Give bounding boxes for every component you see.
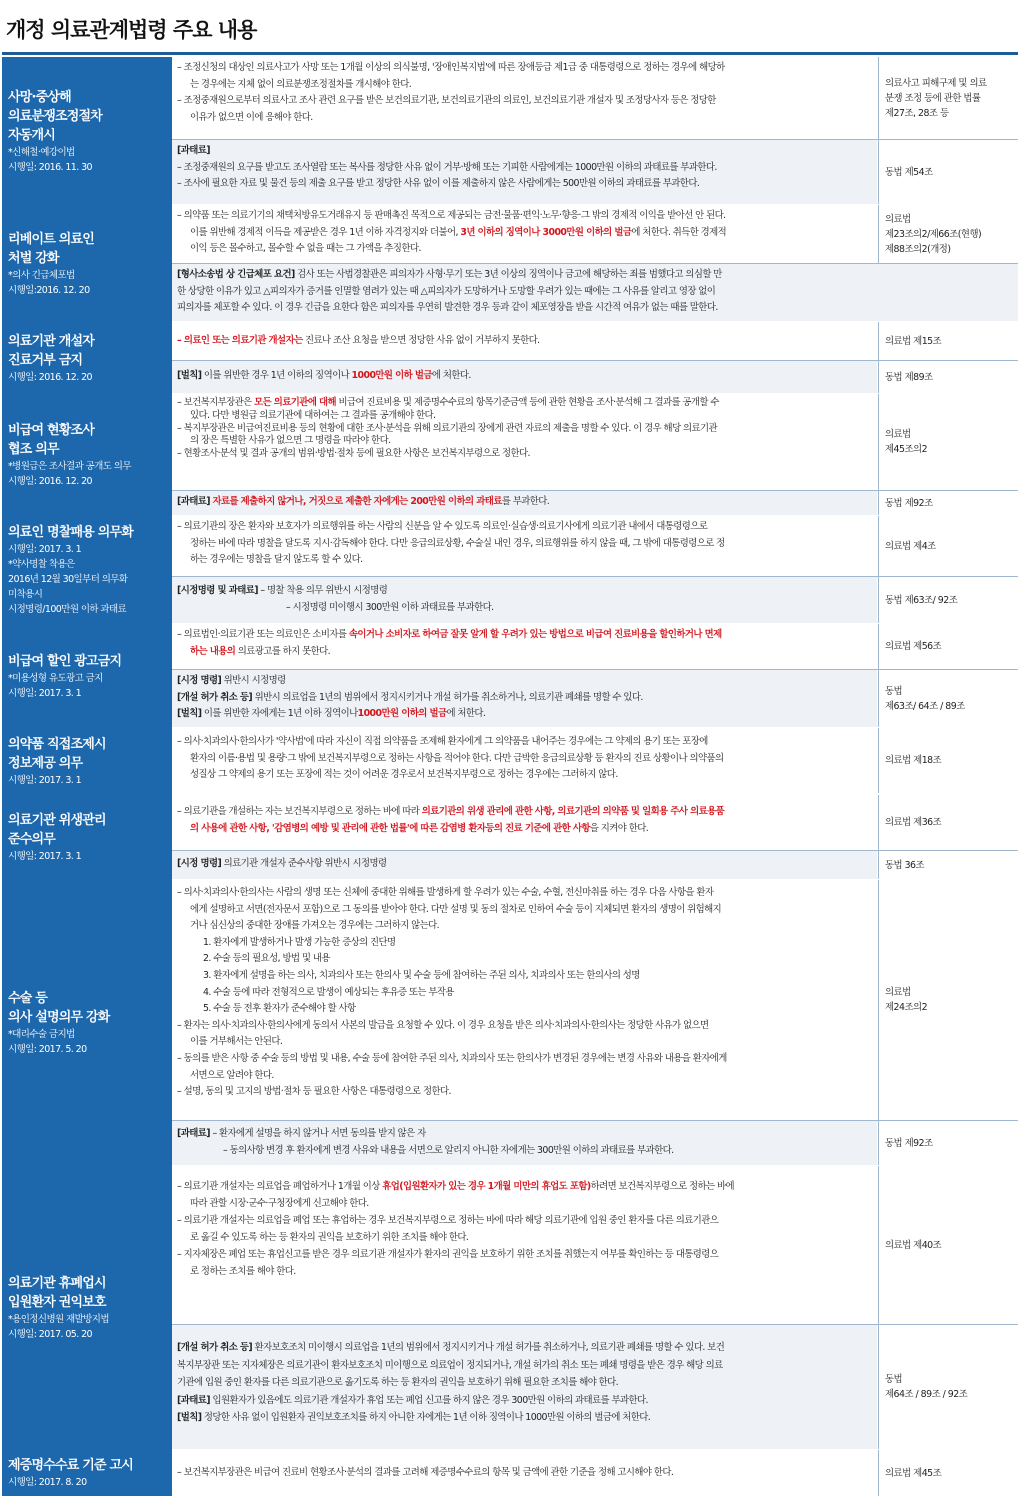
penalty-tag: [과태료] [177,496,210,507]
law-ref-cell [878,361,1018,393]
content-line: – 의사·치과의사·한의사는 사람의 생명 또는 신체에 중대한 위해를 발생하게 할 우려가 있는 수술, 수혈, 전신마취를 하는 경우 다음 사항을 환자 [177,887,714,898]
topic-date: 시행일: 2016. 12. 20 [8,476,92,487]
content-text: 에 처한다. 취득한 경제적 [631,226,727,238]
topic-title: 수술 등 [8,991,47,1006]
penalty-tag: [형사소송법 상 긴급체포 요건] [177,269,295,280]
penalty-tag: [벌칙] [177,370,202,381]
content-line: 로 옮길 수 있도록 하는 등 환자의 권익을 보호하기 위한 조치를 해야 한다. [190,1232,469,1243]
content-line [177,1339,872,1357]
topic-cell [2,322,172,394]
topic-date: 시행일: 2017. 3. 1 [8,687,82,699]
law-ref: 제27조, 28조 등 [885,107,949,119]
list-item: 3. 환자에게 설명을 하는 의사, 치과의사 또는 한의사 및 수술 등에 참여하는 주된 의사, 치과의사 또는 한의사의 성명 [203,969,640,981]
penalty-cell [172,1121,877,1165]
law-ref-cell [878,140,1018,204]
content-text: 를 부과한다. [501,496,550,507]
law-ref-cell [878,57,1018,139]
law-ref-cell [878,1325,1018,1449]
content-cell [172,516,877,576]
table-row [2,394,1018,518]
title-divider [2,52,1018,55]
content-text: 이를 위반해 경제적 이득을 제공받은 경우 1년 이하 자격정지와 더불어, [190,226,458,238]
content-line [177,856,872,873]
law-ref: 제23조의2/제66조(현행) [885,228,982,240]
topic-date: 시행일: 2017. 3. 1 [8,775,82,786]
law-ref-cell [878,394,1018,490]
content-subrow [172,728,1018,793]
content-cell [172,205,877,263]
penalty-cell [172,140,877,204]
law-ref: 제24조의2 [885,1002,928,1013]
law-ref: 동법 제92조 [885,497,933,509]
law-ref: 의료법 제4조 [885,540,936,552]
law-ref: 동법 제89조 [885,371,933,383]
content-cell [172,624,877,669]
topic-date: 시행일: 2017. 05. 20 [8,1329,92,1340]
law-ref-cell [878,728,1018,793]
list-item: 4. 수술 등에 따라 전형적으로 발생이 예상되는 후유증 또는 부작용 [203,986,454,998]
penalty-subrow [172,850,1018,879]
content-line: 기관에 입원 중인 환자를 다른 의료기관으로 옮기도록 하는 등 환자의 권익을 보호하기 위해 필요한 조치를 해야 한다. [177,1377,619,1388]
topic-note: *미용성형 유도광고 금지 [8,672,103,684]
content-text: 검사 또는 사법경찰관은 피의자가 사형·무기 또는 3년 이상의 징역이나 금고에 해당하는 죄를 범했다고 의심할 만 [297,269,722,280]
highlight-text: – 의료인 또는 의료기관 개설자는 [177,335,303,346]
penalty-tag: [개설 허가 취소 등] [177,1342,253,1353]
content-line: – 시정명령 미이행시 300만원 이하 과태료를 부과한다. [286,601,494,613]
law-ref: 동법 36조 [885,859,925,871]
law-ref-cell [878,795,1018,850]
topic-date: 시행일: 2017. 8. 20 [8,1477,87,1488]
highlight-text: 자료를 제출하지 않거나, 거짓으로 제출한 자에게는 200만원 이하의 과태료 [212,496,502,507]
content-cell [172,728,877,793]
content-line: – 지자체장은 폐업 또는 휴업신고를 받은 경우 의료기관 개설자가 환자의 권익을 보호하기 위한 조치를 취했는지 여부를 확인하는 등 대통령령으 [177,1249,719,1260]
content-line: – 조정신청의 대상인 의료사고가 사망 또는 1개월 이상의 의식불명, '장애인복지법'에 따른 장애등급 제1급 중 대통령령으로 정하는 경우에 해당하 [177,62,725,73]
topic-title: 의약품 직접조제시 [8,737,106,752]
topic-title: 진료거부 금지 [8,352,83,368]
law-ref: 의료법 제56조 [885,641,942,652]
topic-title: 의료기관 위생관리 [8,813,106,828]
law-ref-cell [878,322,1018,360]
topic-title: 협조 의무 [8,442,59,457]
content-cell [172,394,877,490]
content-text: 환자보호조치 미이행시 의료업을 1년의 범위에서 정지시키거나 개설 허가를 취소하거나, 의료기관 폐쇄를 명할 수 있다. 보건 [254,1342,725,1353]
topic-cell [2,394,172,516]
content-text: 에 처한다. [431,370,471,381]
topic-cell [2,880,172,1166]
topic-title: 제증명수수료 기준 고시 [8,1458,134,1473]
law-ref: 의료법 [885,429,911,440]
topic-title: 의료기관 휴폐업시 [8,1276,106,1291]
highlight-text: 속이거나 소비자로 하여금 잘못 알게 할 우려가 있는 방법으로 비급여 진료비용을 할인하거나 면제 [348,629,722,640]
content-text: 에 처한다. [446,708,486,720]
penalty-tag: [과태료] [177,145,210,156]
content-line: – 동의사항 변경 후 환자에게 변경 사유와 내용을 서면으로 알리지 아니한 자에게는 300만원 이하의 과태료를 부과한다. [223,1144,674,1156]
topic-title: 의료분쟁조정절차 [8,108,103,124]
content-line [177,1126,872,1143]
content-line [177,690,872,707]
topic-date: 시행일: 2016. 12. 20 [8,371,92,383]
topic-note: *의사 긴급체포법 [8,269,75,281]
law-ref: 제88조의2(개정) [885,243,951,255]
content-line: – 의료기관의 장은 환자와 보호자가 의료행위를 하는 사람의 신분을 알 수 있도록 의료인·실습생·의료기사에게 의료기관 내에서 대통령령으로 [177,521,708,532]
content-line: 는 경우에는 지체 없이 의료분쟁조정절차를 개시해야 한다. [190,78,412,90]
content-text: 위반시 의료업을 1년의 범위에서 정지시키거나 개설 허가를 취소하거나, 의료기관 폐쇄를 명할 수 있다. [254,691,643,703]
content-text: 위반시 시정명령 [223,675,286,686]
law-ref: 의료법 [885,213,911,225]
law-ref: 의료법 제36조 [885,817,942,828]
law-ref: 의료사고 피해구제 및 의료 [885,77,987,89]
table-row [2,728,1018,797]
topic-date: 시행일: 2017. 3. 1 [8,544,82,555]
content-line: – 보건복지부장관은 비급여 진료비 현황조사·분석의 결과를 고려해 제증명수수료의 항목 및 금액에 관한 기준을 정해 고시해야 한다. [177,1467,674,1478]
table-row [2,516,1018,626]
highlight-text: 휴업(입원환자가 있는 경우 1개월 미만의 휴업도 포함) [382,1181,591,1192]
topic-note: 2016년 12월 30일부터 의무화 [8,574,128,585]
penalty-subrow [172,669,1018,727]
content-text: – 보건복지부장관은 [177,397,252,408]
content-subrow [172,394,1018,490]
penalty-subrow [172,1324,1018,1449]
content-text: 정당한 사유 없이 입원환자 권익보호조치를 하지 아니한 자에게는 1년 이하 징역이나 1000만원 이하의 벌금에 처한다. [203,1412,651,1423]
content-line: – 조정중재원으로부터 의료사고 조사 관련 요구를 받은 보건의료기관, 보건의료기관의 의료인, 보건의료기관 개설자 및 조정당사자 등은 정당한 [177,95,716,107]
content-text: 의료광고를 하지 못한다. [237,645,331,657]
list-item: 1. 환자에게 발생하거나 발생 가능한 증상의 진단명 [203,936,396,948]
content-subrow [172,57,1018,139]
topic-title: 비급여 할인 광고금지 [8,653,122,669]
content-subrow [172,322,1018,360]
content-subrow [172,1166,1018,1324]
penalty-tag: [벌칙] [177,1412,202,1423]
content-line [177,821,872,838]
penalty-subrow [172,263,1018,321]
content-line: 정하는 바에 따라 명찰을 달도록 지시·감독해야 한다. 다만 응급의료상황, 수술실 내인 경우, 의료행위를 하지 않을 때, 그 밖에 대통령령으로 정 [190,537,725,549]
topic-title: 사망·중상해 [8,89,71,105]
penalty-tag: [시정명령 및 과태료] [177,585,258,596]
law-ref-cell [878,1166,1018,1324]
content-text: – 의료법인·의료기관 또는 의료인은 소비자를 [177,629,347,640]
topic-cell [2,624,172,728]
topic-date: 시행일: 2017. 3. 1 [8,851,82,862]
law-ref-cell [878,205,1018,263]
topic-note: *용인정신병원 재발방지법 [8,1314,109,1325]
content-line: – 환자는 의사·치과의사·한의사에게 동의서 사본의 발급을 요청할 수 있다. 이 경우 요청을 받은 의사·치과의사·한의사는 정당한 사유가 없으면 [177,1019,709,1031]
law-ref-cell [878,1450,1018,1496]
topic-cell [2,57,172,205]
topic-cell [2,1450,172,1496]
content-text: 비급여 진료비용 및 제증명수수료의 항목기준금액 등에 관한 현황을 조사·분석해 그 결과를 공개할 수 [338,397,719,408]
law-ref-cell [878,851,1018,879]
content-text: – 의료기관 개설자는 의료업을 폐업하거나 1개월 이상 [177,1181,380,1192]
highlight-text: 의료기관의 위생 관리에 관한 사항, 의료기관의 의약품 및 일회용 주사 의료용품 [421,806,725,817]
topic-date: 시행일: 2017. 5. 20 [8,1044,87,1055]
penalty-cell [172,670,877,727]
law-ref-cell [878,670,1018,727]
content-line [177,1178,872,1195]
law-ref: 동법 [885,1374,903,1385]
penalty-tag: [개설 허가 취소 등] [177,691,253,703]
content-line: 로 정하는 조치를 해야 한다. [190,1266,296,1277]
content-line: 있다. 다만 병원급 의료기관에 대하여는 그 결과를 공개해야 한다. [190,409,436,421]
law-ref-cell [878,1121,1018,1165]
law-ref: 제64조 / 89조 / 92조 [885,1389,968,1400]
content-text: – 환자에게 설명을 하지 않거나 서면 동의를 받지 않은 자 [212,1128,426,1139]
penalty-cell [172,577,877,623]
topic-cell [2,516,172,624]
penalty-tag: [과태료] [177,1128,210,1139]
law-ref: 의료법 제15조 [885,335,942,347]
table-row [2,1450,1018,1496]
table-row [2,322,1018,396]
table-row [2,57,1018,207]
content-line [177,368,872,385]
content-text: 의료기관 개설자 준수사항 위반시 시정명령 [223,858,387,869]
content-line: 거나 심신상의 중대한 장애를 가져오는 경우에는 그러하지 않는다. [190,920,440,932]
content-text: 을 지켜야 한다. [589,822,649,834]
content-cell [172,795,877,850]
content-cell [172,1450,877,1496]
highlight-text: 하는 내용의 [190,645,236,657]
content-line [177,627,872,644]
law-ref-cell [878,516,1018,576]
penalty-cell [172,361,877,393]
penalty-subrow [172,360,1018,393]
content-line: 의 장은 특별한 사유가 없으면 그 명령을 따라야 한다. [190,435,391,447]
content-text: – 의료기관을 개설하는 자는 보건복지부령으로 정하는 바에 따라 [177,806,420,817]
law-ref-cell [878,491,1018,515]
law-ref: 동법 제54조 [885,166,933,178]
content-subrow [172,516,1018,576]
penalty-cell [172,264,1018,321]
table-row [2,795,1018,882]
content-line [177,804,872,821]
law-ref: 동법 제92조 [885,1137,933,1149]
content-line [177,1392,872,1410]
content-line: 이를 거부해서는 안된다. [190,1036,283,1048]
content-line: 따라 관할 시장·군수·구청장에게 신고해야 한다. [190,1198,369,1209]
content-subrow [172,624,1018,669]
penalty-tag: [과태료] [177,1394,210,1406]
law-ref: 분쟁 조정 등에 관한 법률 [885,92,981,104]
topic-note: *대리수술 금지법 [8,1029,75,1040]
law-ref: 제63조/ 64조 / 89조 [885,700,965,712]
topic-title: 의료인 명찰패용 의무화 [8,525,134,540]
content-line: 피의자를 체포할 수 있다. 이 경우 긴급을 요한다 함은 피의자를 우연히 발견한 경우 등과 같이 체포영장을 받을 시간적 여유가 없는 때를 말한다. [177,302,718,314]
law-ref: 동법 [885,685,903,697]
content-text: 이를 위반한 자에게는 1년 이하 징역이나 [203,708,358,720]
topic-cell [2,795,172,880]
law-ref-cell [878,624,1018,669]
highlight-text: 3년 이하의 징역이나 3000만원 이하의 벌금 [460,226,632,238]
topic-title: 비급여 현황조사 [8,423,95,438]
content-line: 성질상 그 약제의 용기 또는 포장에 적는 것이 어려운 경우로서 보건복지부령으로 정하는 경우에는 그러하지 않다. [190,769,618,781]
penalty-subrow [172,576,1018,623]
content-line: 환자의 이름·용법 및 용량·그 밖에 보건복지부령으로 정하는 사항을 적어야 한다. 다만 급박한 응급의료상황 등 환자의 진료 상황이나 의약품의 [190,752,724,764]
content-line [177,494,872,511]
table-row [2,624,1018,730]
topic-note: *병원급은 조사결과 공개도 의무 [8,461,131,472]
law-ref: 의료법 [885,987,911,998]
content-line [177,1409,872,1427]
content-line: 서면으로 알려야 한다. [190,1069,274,1081]
content-text: 진료나 조산 요청을 받으면 정당한 사유 없이 거부하지 못한다. [305,335,540,346]
content-line: – 의료기관 개설자는 의료업을 폐업 또는 휴업하는 경우 보건복지부령으로 정하는 바에 따라 해당 의료기관에 입원 중인 환자를 다른 의료기관으 [177,1215,719,1226]
content-line: – 의약품 또는 의료기기의 채택처방유도거래유지 등 판매촉진 목적으로 제공되는 금전·물품·편익·노무·향응·그 밖의 경제적 이익을 받아선 안 된다. [177,210,726,221]
page-title: 개정 의료관계법령 주요 내용 [6,18,257,42]
topic-note: 미착용시 [8,589,43,600]
content-subrow [172,880,1018,1120]
topic-title: 의사 설명의무 강화 [8,1010,110,1025]
list-item: 5. 수술 등 전후 환자가 준수해야 할 사항 [203,1003,356,1015]
highlight-text: 1000만원 이하의 벌금 [357,708,447,720]
topic-date: 시행일: 2016. 11. 30 [8,161,92,173]
content-subrow [172,205,1018,263]
penalty-tag: [시정 명령] [177,858,222,869]
content-line [177,333,872,350]
content-line: – 의사·치과의사·한의사가 '약사법'에 따라 자신이 직접 의약품을 조제해 환자에게 그 의약품을 내어주는 경우에는 그 약제의 용기 또는 포장에 [177,736,708,747]
law-ref: 동법 제63조/ 92조 [885,594,958,606]
content-line: 복지부장관 또는 지자체장은 의료기관이 환자보호조치 미이행으로 의료업이 정지되거나, 개설 허가의 취소 또는 폐쇄 명령을 받은 경우 해당 의료 [177,1359,723,1371]
topic-note: *약사명찰 착용은 [8,559,75,570]
topic-title: 처벌 강화 [8,250,59,266]
content-subrow [172,1450,1018,1496]
topic-note: *신해철·예강이법 [8,146,75,158]
topic-title: 자동개시 [8,127,56,143]
topic-date: 시행일:2016. 12. 20 [8,284,90,296]
content-line [177,644,872,661]
content-line [177,673,872,690]
topic-note: 시정명령/100만원 이하 과태료 [8,604,127,615]
content-line [177,225,872,242]
penalty-tag: [시정 명령] [177,675,222,686]
penalty-subrow [172,1120,1018,1165]
topic-title: 정보제공 의무 [8,756,83,771]
penalty-subrow [172,139,1018,204]
topic-title: 입원환자 권익보호 [8,1295,106,1310]
content-cell [172,57,877,139]
law-ref-cell [878,577,1018,623]
content-line: – 복지부장관은 비급여진료비용 등의 현황에 대한 조사·분석을 위해 의료기관의 장에게 관련 자료의 제출을 명할 수 있다. 이 경우 해당 의료기관 [177,422,718,434]
topic-title: 리베이트 의료인 [8,231,95,247]
content-line: 이익 등은 몰수하고, 몰수할 수 없을 때는 그 가액을 추징한다. [190,243,421,255]
content-text: – 명찰 착용 의무 위반시 시정명령 [260,585,388,596]
content-text: 하려면 보건복지부령으로 정하는 바에 [590,1181,734,1192]
content-subrow [172,795,1018,850]
list-item: 2. 수술 등의 필요성, 방법 및 내용 [203,953,330,965]
content-line: – 조정중재원의 요구를 받고도 조사열람 또는 복사를 정당한 사유 없이 거부·방해 또는 기피한 사람에게는 1000만원 이하의 과태료를 부과한다. [177,161,717,173]
highlight-text: 1000만원 이하 벌금 [351,370,432,381]
penalty-cell [172,851,877,879]
topic-title: 의료기관 개설자 [8,333,95,349]
topic-cell [2,1166,172,1450]
content-line: – 조사에 필요한 자료 및 물건 등의 제출 요구를 받고 정당한 사유 없이 이를 제출하지 않은 사람에게는 500만원 이하의 과태료를 부과한다. [177,178,700,190]
content-cell [172,880,877,1120]
table-row [2,205,1018,324]
penalty-subrow [172,490,1018,515]
content-line [177,583,872,600]
highlight-text: 의 사용에 관한 사항, '감염병의 예방 및 관리에 관한 법률'에 따른 감염병 환자등의 진료 기준에 관한 사항 [190,822,590,834]
table-row [2,880,1018,1168]
penalty-cell [172,1325,877,1449]
law-ref: 의료법 제40조 [885,1239,942,1251]
penalty-cell [172,491,877,515]
content-line [177,267,1013,284]
content-line: – 설명, 동의 및 고지의 방법·절차 등 필요한 사항은 대통령령으로 정한다. [177,1086,451,1098]
content-line: 이유가 없으면 이에 응해야 한다. [190,111,313,123]
topic-cell [2,205,172,322]
law-ref: 의료법 제18조 [885,755,942,766]
content-text: 이를 위반한 경우 1년 이하의 징역이나 [203,370,350,381]
content-line: 한 상당한 이유가 있고 △피의자가 증거를 인멸할 염려가 있는 때 △피의자가 도망하거나 도망할 우려가 있는 때에는 그 사유를 알리고 영장 없이 [177,285,716,297]
content-line [177,397,872,410]
content-cell [172,1166,877,1324]
content-line [177,706,872,723]
penalty-tag: [벌칙] [177,708,202,720]
content-line: 에게 설명하고 서면(전자문서 포함)으로 그 동의를 받아야 한다. 다만 설명 및 동의 절차로 인하여 수술 등이 지체되면 환자의 생명이 위험해지 [190,903,722,915]
law-ref-cell [878,880,1018,1120]
table-row [2,1166,1018,1452]
topic-cell [2,728,172,795]
topic-title: 준수의무 [8,832,56,847]
content-text: 입원환자가 있음에도 의료기관 개설자가 휴업 또는 폐업 신고를 하지 않은 경우 300만원 이하의 과태료를 부과한다. [212,1394,648,1406]
content-cell [172,322,877,360]
law-ref: 의료법 제45조 [885,1467,942,1479]
content-line: – 동의를 받은 사항 중 수술 등의 방법 및 내용, 수술 등에 참여한 주된 의사, 치과의사 또는 한의사가 변경된 경우에는 변경 사유와 내용을 환자에게 [177,1052,727,1064]
content-line: 하는 경우에는 명찰을 달지 않도록 할 수 있다. [190,554,363,566]
content-line: – 현황조사·분석 및 결과 공개의 범위·방법·절차 등에 필요한 사항은 보건복지부령으로 정한다. [177,448,530,460]
law-ref: 제45조의2 [885,444,928,455]
highlight-text: 모든 의료기관에 대해 [254,397,337,408]
